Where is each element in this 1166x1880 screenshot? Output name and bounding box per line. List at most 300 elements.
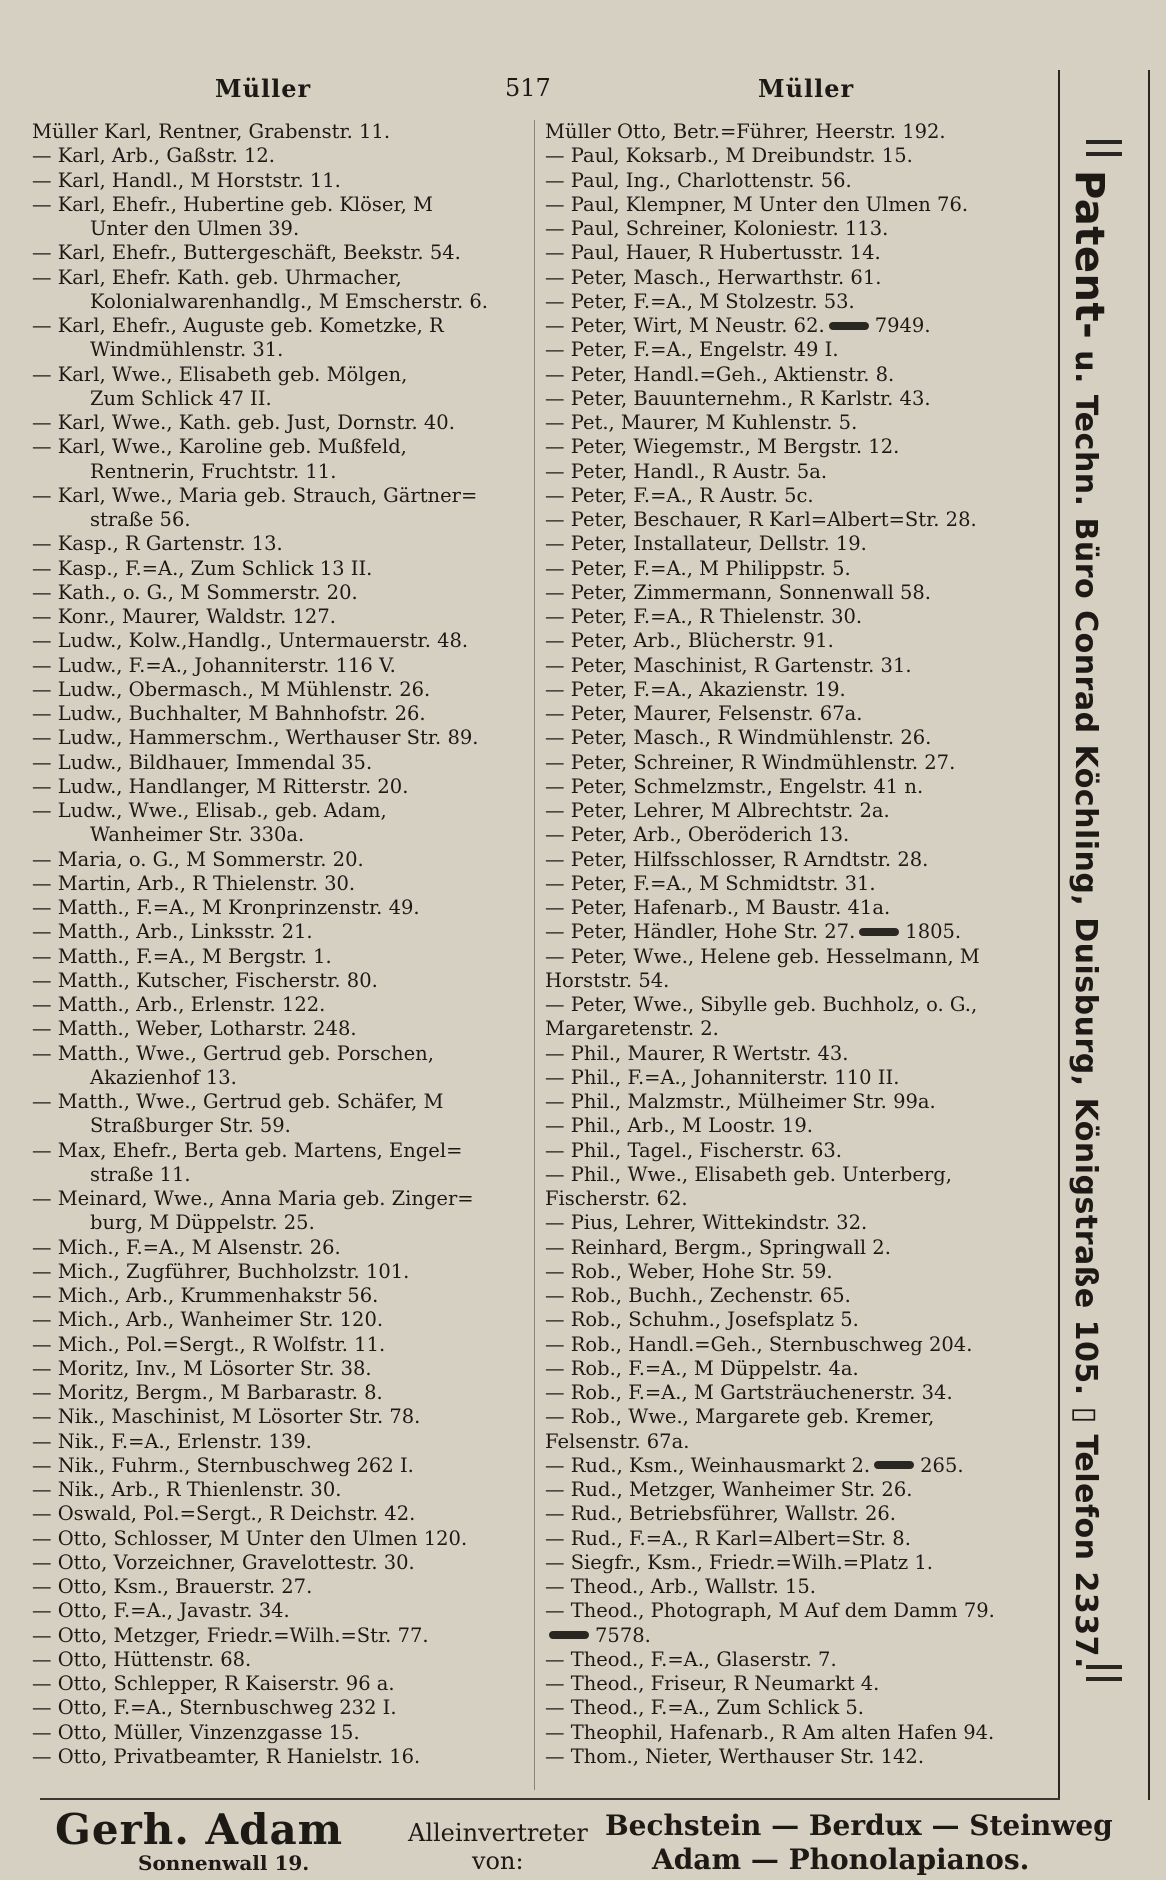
entry-text: — Peter, F.=A., R Thielenstr. 30. [545, 605, 863, 628]
footer-rule [40, 1798, 1060, 1800]
directory-entry [32, 484, 532, 508]
entry-text: — Peter, Maschinist, R Gartenstr. 31. [545, 653, 912, 677]
entry-text: — Ludw., Hammerschm., Werthauser Str. 89. [32, 726, 479, 750]
entry-text: — Matth., Wwe., Gertrud geb. Schäfer, M [32, 1090, 444, 1113]
column-divider [534, 120, 535, 1790]
directory-entry [32, 1187, 532, 1211]
entry-text: — Peter, F.=A., M Stolzestr. 53. [545, 289, 855, 313]
directory-entry [545, 678, 1055, 702]
entry-text: — Mich., Pol.=Sergt., R Wolfstr. 11. [32, 1332, 386, 1356]
entry-continuation [32, 290, 532, 314]
entry-text: — Ludw., Bildhauer, Immendal 35. [32, 750, 373, 774]
entry-text: — Rob., Buchh., Zechenstr. 65. [545, 1284, 851, 1307]
entry-text: — Otto, Hüttenstr. 68. [32, 1647, 252, 1671]
entry-text: — Kath., o. G., M Sommerstr. 20. [32, 580, 358, 604]
entry-text: — Peter, F.=A., Engelstr. 49 I. [545, 338, 839, 362]
entry-text: — Nik., Arb., R Thienlenstr. 30. [32, 1478, 342, 1501]
directory-entry [545, 751, 1055, 775]
entry-continuation [32, 823, 532, 847]
directory-entry [32, 920, 532, 944]
entry-text: — Peter, Handl., R Austr. 5a. [545, 459, 828, 483]
entry-text: — Pet., Maurer, M Kuhlenstr. 5. [545, 411, 858, 434]
entry-text: — Otto, F.=A., Javastr. 34. [32, 1599, 290, 1623]
directory-entry [32, 848, 532, 872]
directory-entry [32, 1575, 532, 1599]
entry-text: — Peter, Masch., Herwarthstr. 61. [545, 265, 882, 289]
directory-entry [32, 169, 532, 193]
footer-advertisement [0, 1805, 1166, 1875]
entry-text: — Peter, Bauunternehm., R Karlstr. 43. [545, 386, 931, 410]
directory-entry [545, 605, 1055, 629]
entry-text: — Peter, Wwe., Sibylle geb. Buchholz, o. G., [545, 993, 978, 1016]
entry-text: burg, M Düppelstr. 25. [90, 1211, 315, 1235]
directory-entry [32, 702, 532, 726]
entry-text: — Phil., Arb., M Loostr. 19. [545, 1114, 813, 1138]
directory-entry [545, 920, 1055, 944]
footer-brands-line2: Adam — Phonolapianos. [652, 1843, 1030, 1876]
entry-text: — Matth., Kutscher, Fischerstr. 80. [32, 968, 378, 992]
directory-entry [545, 484, 1055, 508]
directory-entry [32, 1260, 532, 1284]
directory-entry [32, 678, 532, 702]
directory-entry [545, 1236, 1055, 1260]
entry-text: — Otto, Schlosser, M Unter den Ulmen 120. [32, 1526, 468, 1550]
directory-entry [545, 1745, 1055, 1769]
entry-text: — Theod., F.=A., Zum Schlick 5. [545, 1696, 864, 1720]
directory-entry [32, 1478, 532, 1502]
entry-text: — Reinhard, Bergm., Springwall 2. [545, 1235, 891, 1259]
directory-entry [32, 629, 532, 653]
page-header [0, 74, 1040, 110]
entry-text: — Paul, Koksarb., M Dreibundstr. 15. [545, 144, 913, 168]
entry-text: Kolonialwarenhandlg., M Emscherstr. 6. [90, 289, 488, 313]
directory-entry [32, 1381, 532, 1405]
entry-continuation [545, 1017, 1055, 1041]
directory-entry [32, 605, 532, 629]
directory-entry [32, 120, 532, 144]
directory-entry [32, 1333, 532, 1357]
directory-entry [545, 193, 1055, 217]
directory-entry [32, 1308, 532, 1332]
entry-text: Unter den Ulmen 39. [90, 217, 300, 240]
entry-text: Wanheimer Str. 330a. [90, 823, 305, 847]
entry-text: — Nik., Maschinist, M Lösorter Str. 78. [32, 1405, 421, 1429]
directory-entry [545, 654, 1055, 678]
directory-entry [545, 1090, 1055, 1114]
directory-entry [32, 993, 532, 1017]
directory-entry [545, 1284, 1055, 1308]
entry-text: — Matth., Arb., Erlenstr. 122. [32, 993, 326, 1016]
entry-text: — Karl, Arb., Gaßstr. 12. [32, 144, 275, 168]
entry-continuation [32, 460, 532, 484]
directory-entry [32, 1551, 532, 1575]
directory-entry [32, 435, 532, 459]
directory-entry [32, 1599, 532, 1623]
telephone-key-icon [829, 322, 869, 330]
entry-continuation [545, 969, 1055, 993]
telephone-number: 265. [920, 1453, 964, 1477]
entry-text: — Karl, Wwe., Kath. geb. Just, Dornstr. 40. [32, 411, 455, 434]
entry-text: — Theod., F.=A., Glaserstr. 7. [545, 1647, 837, 1671]
entry-text: — Peter, Lehrer, M Albrechtstr. 2a. [545, 799, 890, 822]
entry-text: — Rob., F.=A., M Düppelstr. 4a. [545, 1356, 859, 1380]
entry-text: — Theod., Arb., Wallstr. 15. [545, 1575, 816, 1598]
entry-text: — Kasp., F.=A., Zum Schlick 13 II. [32, 556, 373, 580]
directory-entry [32, 1042, 532, 1066]
entry-text: — Ludw., Obermasch., M Mühlenstr. 26. [32, 677, 431, 701]
directory-entry [545, 1333, 1055, 1357]
entry-text: — Karl, Ehefr., Auguste geb. Kometzke, R [32, 314, 444, 337]
entry-text: — Rud., Ksm., Weinhausmarkt 2. [545, 1453, 871, 1477]
entry-text: — Rud., Betriebsführer, Wallstr. 26. [545, 1502, 896, 1526]
entry-text: — Otto, Schlepper, R Kaiserstr. 96 a. [32, 1672, 395, 1695]
entry-text: — Phil., Wwe., Elisabeth geb. Unterberg, [545, 1162, 952, 1186]
entry-text: — Otto, Vorzeichner, Gravelottestr. 30. [32, 1550, 415, 1574]
entry-text: Fischerstr. 62. [545, 1187, 688, 1210]
directory-entry [32, 1236, 532, 1260]
left-column [32, 120, 532, 1792]
side-rule-right [1148, 70, 1150, 1800]
header-right-name: Müller [758, 74, 855, 103]
page-number: 517 [505, 74, 551, 102]
entry-text: — Oswald, Pol.=Sergt., R Deichstr. 42. [32, 1502, 416, 1526]
directory-entry [32, 1405, 532, 1429]
entry-text: — Pius, Lehrer, Wittekindstr. 32. [545, 1211, 868, 1235]
directory-entry [545, 1405, 1055, 1429]
entry-text: — Theod., Photograph, M Auf dem Damm 79. [545, 1599, 995, 1623]
entry-text: — Peter, Masch., R Windmühlenstr. 26. [545, 726, 932, 750]
entry-continuation [32, 1163, 532, 1187]
directory-entry [545, 387, 1055, 411]
directory-entry [545, 1672, 1055, 1696]
right-column [545, 120, 1055, 1792]
telephone-key-icon [874, 1461, 914, 1469]
entry-text: — Matth., F.=A., M Kronprinzenstr. 49. [32, 896, 420, 919]
directory-entry [545, 241, 1055, 265]
directory-entry [545, 1478, 1055, 1502]
entry-text: — Ludw., F.=A., Johanniterstr. 116 V. [32, 653, 396, 677]
header-left-name: Müller [215, 74, 312, 103]
entry-continuation [32, 1114, 532, 1138]
directory-entry [545, 993, 1055, 1017]
directory-entry [32, 751, 532, 775]
directory-entry [32, 1454, 532, 1478]
entry-text: — Peter, Schmelzmstr., Engelstr. 41 n. [545, 774, 924, 798]
entry-text: — Peter, Wiegemstr., M Bergstr. 12. [545, 435, 900, 459]
entry-continuation [32, 338, 532, 362]
entry-text: — Matth., F.=A., M Bergstr. 1. [32, 944, 332, 968]
entry-text: Akazienhof 13. [90, 1065, 237, 1089]
side-mark-bottom-2 [1086, 1677, 1122, 1681]
directory-entry [545, 1114, 1055, 1138]
entry-text: — Moritz, Inv., M Lösorter Str. 38. [32, 1356, 372, 1380]
directory-entry [32, 1624, 532, 1648]
directory-entry [32, 532, 532, 556]
directory-entry [545, 290, 1055, 314]
entry-text: — Peter, Schreiner, R Windmühlenstr. 27. [545, 750, 956, 774]
entry-text: — Matth., Arb., Linksstr. 21. [32, 920, 313, 944]
entry-text: — Kasp., R Gartenstr. 13. [32, 532, 283, 556]
directory-entry [545, 848, 1055, 872]
side-ad-patent: Patent- [1066, 170, 1112, 340]
entry-text: — Peter, Installateur, Dellstr. 19. [545, 532, 867, 556]
entry-text: — Peter, Handl.=Geh., Aktienstr. 8. [545, 362, 895, 386]
directory-entry [545, 435, 1055, 459]
entry-text: — Peter, Arb., Oberöderich 13. [545, 823, 850, 847]
directory-entry [545, 169, 1055, 193]
directory-entry [32, 896, 532, 920]
side-mark-top-1 [1086, 140, 1122, 144]
directory-entry [32, 241, 532, 265]
directory-entry [545, 726, 1055, 750]
directory-entry [545, 1599, 1055, 1623]
directory-entry [32, 1721, 532, 1745]
telephone-number: 1805. [905, 920, 962, 944]
entry-text: — Konr., Maurer, Waldstr. 127. [32, 605, 336, 628]
entry-text: straße 56. [90, 508, 191, 531]
entry-continuation [545, 1430, 1055, 1454]
entry-text: — Karl, Ehefr. Kath. geb. Uhrmacher, [32, 265, 402, 289]
entry-text: — Rob., Schuhm., Josefsplatz 5. [545, 1308, 859, 1332]
directory-entry [545, 338, 1055, 362]
entry-text: — Otto, F.=A., Sternbuschweg 232 I. [32, 1696, 397, 1720]
entry-continuation [32, 217, 532, 241]
directory-entry [32, 144, 532, 168]
entry-text: — Otto, Ksm., Brauerstr. 27. [32, 1575, 313, 1598]
entry-text: — Otto, Müller, Vinzenzgasse 15. [32, 1720, 360, 1744]
entry-text: Windmühlenstr. 31. [90, 338, 284, 362]
entry-text: — Karl, Handl., M Horststr. 11. [32, 168, 341, 192]
directory-entry [32, 799, 532, 823]
directory-entry [545, 1308, 1055, 1332]
entry-text: — Phil., Maurer, R Wertstr. 43. [545, 1041, 849, 1065]
directory-entry [545, 1454, 1055, 1478]
entry-text: — Matth., Weber, Lotharstr. 248. [32, 1017, 357, 1041]
telephone-key-icon [859, 928, 899, 936]
directory-entry [545, 557, 1055, 581]
entry-text: — Rud., Metzger, Wanheimer Str. 26. [545, 1478, 913, 1501]
directory-entry [32, 266, 532, 290]
entry-text: Müller Otto, Betr.=Führer, Heerstr. 192. [545, 120, 946, 143]
directory-entry [32, 193, 532, 217]
directory-entry [545, 1139, 1055, 1163]
directory-entry [545, 775, 1055, 799]
entry-text: — Mich., Arb., Krummenhakstr 56. [32, 1284, 379, 1307]
entry-text: — Paul, Schreiner, Koloniestr. 113. [545, 217, 889, 240]
side-ad-office: u. Techn. Büro Conrad Köchling, Duisburg, Königstraße 105. [1068, 339, 1103, 1396]
directory-entry [32, 726, 532, 750]
directory-entry [545, 1551, 1055, 1575]
footer-brands-line1: Bechstein — Berdux — Steinweg [605, 1809, 1113, 1842]
directory-entry [545, 1696, 1055, 1720]
directory-entry [545, 411, 1055, 435]
entry-continuation [32, 1066, 532, 1090]
directory-entry [545, 144, 1055, 168]
directory-entry [545, 896, 1055, 920]
entry-text: — Otto, Metzger, Friedr.=Wilh.=Str. 77. [32, 1623, 429, 1647]
directory-entry [32, 945, 532, 969]
directory-entry [32, 314, 532, 338]
entry-text: — Rob., Handl.=Geh., Sternbuschweg 204. [545, 1332, 973, 1356]
directory-entry [32, 557, 532, 581]
directory-entry [32, 654, 532, 678]
entry-text: Zum Schlick 47 II. [90, 386, 272, 410]
telephone-number: 7949. [874, 314, 931, 337]
directory-entry [545, 1211, 1055, 1235]
directory-entry [32, 1139, 532, 1163]
entry-text: — Peter, F.=A., Akazienstr. 19. [545, 677, 846, 701]
entry-text: — Theod., Friseur, R Neumarkt 4. [545, 1672, 880, 1695]
entry-text: — Meinard, Wwe., Anna Maria geb. Zinger= [32, 1187, 474, 1210]
entry-text: Horststr. 54. [545, 968, 670, 992]
entry-text: — Phil., F.=A., Johanniterstr. 110 II. [545, 1065, 900, 1089]
directory-entry [545, 872, 1055, 896]
entry-text: — Ludw., Wwe., Elisab., geb. Adam, [32, 799, 387, 822]
entry-text: — Max, Ehefr., Berta geb. Martens, Engel= [32, 1138, 463, 1162]
entry-text: Müller Karl, Rentner, Grabenstr. 11. [32, 120, 391, 143]
directory-entry [32, 1696, 532, 1720]
directory-entry [32, 581, 532, 605]
directory-entry [545, 532, 1055, 556]
entry-text: — Mich., Arb., Wanheimer Str. 120. [32, 1308, 384, 1332]
directory-entry [545, 1721, 1055, 1745]
directory-entry [545, 508, 1055, 532]
directory-entry [545, 217, 1055, 241]
directory-entry [32, 1284, 532, 1308]
directory-entry [32, 1648, 532, 1672]
entry-text: Straßburger Str. 59. [90, 1114, 291, 1138]
entry-text: — Paul, Klempner, M Unter den Ulmen 76. [545, 192, 969, 216]
directory-entry [545, 1381, 1055, 1405]
directory-entry [32, 1357, 532, 1381]
entry-text: — Karl, Wwe., Karoline geb. Mußfeld, [32, 435, 407, 459]
entry-continuation [32, 387, 532, 411]
directory-entry [32, 1502, 532, 1526]
entry-text: — Rob., F.=A., M Gartsträuchenerstr. 34. [545, 1381, 953, 1404]
entry-text: — Peter, F.=A., M Philippstr. 5. [545, 556, 851, 580]
directory-entry [32, 775, 532, 799]
entry-text: — Rob., Wwe., Margarete geb. Kremer, [545, 1405, 935, 1429]
side-ad-telefon: Telefon 2337. [1068, 1434, 1103, 1669]
entry-text: — Rob., Weber, Hohe Str. 59. [545, 1259, 833, 1283]
entry-text: Rentnerin, Fruchtstr. 11. [90, 459, 337, 483]
directory-entry [32, 1527, 532, 1551]
entry-text: — Peter, Wwe., Helene geb. Hesselmann, M [545, 944, 980, 968]
entry-text: — Karl, Ehefr., Hubertine geb. Klöser, M [32, 192, 433, 216]
directory-entry [545, 314, 1055, 338]
entry-text: — Theophil, Hafenarb., R Am alten Hafen 94. [545, 1720, 995, 1744]
telephone-number: 7578. [595, 1623, 651, 1647]
entry-text: — Peter, F.=A., M Schmidtstr. 31. [545, 871, 876, 895]
entry-text: — Siegfr., Ksm., Friedr.=Wilh.=Platz 1. [545, 1550, 933, 1574]
entry-text: — Peter, Arb., Blücherstr. 91. [545, 629, 834, 653]
entry-text: Felsenstr. 67a. [545, 1429, 690, 1453]
footer-company-name: Gerh. Adam [55, 1805, 344, 1854]
entry-text: — Otto, Privatbeamter, R Hanielstr. 16. [32, 1744, 421, 1768]
entry-text: — Mich., Zugführer, Buchholzstr. 101. [32, 1259, 410, 1283]
directory-entry [545, 1042, 1055, 1066]
entry-text: Margaretenstr. 2. [545, 1017, 719, 1041]
entry-text: — Ludw., Handlanger, M Ritterstr. 20. [32, 774, 409, 798]
directory-entry [545, 1066, 1055, 1090]
directory-entry [545, 1575, 1055, 1599]
directory-entry [545, 1502, 1055, 1526]
entry-text: — Nik., Fuhrm., Sternbuschweg 262 I. [32, 1453, 414, 1477]
directory-entry [32, 1090, 532, 1114]
directory-entry [32, 969, 532, 993]
directory-entry [545, 1163, 1055, 1187]
directory-entry [32, 1672, 532, 1696]
entry-text: — Nik., F.=A., Erlenstr. 139. [32, 1429, 312, 1453]
directory-entry [32, 872, 532, 896]
entry-text: straße 11. [90, 1162, 191, 1186]
entry-text: — Peter, Hilfsschlosser, R Arndtstr. 28. [545, 847, 929, 871]
entry-text: — Ludw., Kolw.,Handlg., Untermauerstr. 48. [32, 629, 469, 653]
entry-text: — Paul, Ing., Charlottenstr. 56. [545, 168, 852, 192]
side-advertisement [1066, 170, 1112, 1669]
directory-entry [545, 266, 1055, 290]
directory-entry [545, 1527, 1055, 1551]
entry-text: — Maria, o. G., M Sommerstr. 20. [32, 847, 364, 871]
entry-text: — Phil., Tagel., Fischerstr. 63. [545, 1138, 842, 1162]
directory-entry [545, 460, 1055, 484]
directory-entry [545, 1648, 1055, 1672]
entry-text: — Peter, Hafenarb., M Baustr. 41a. [545, 896, 891, 919]
directory-entry [545, 799, 1055, 823]
entry-text: — Thom., Nieter, Werthauser Str. 142. [545, 1744, 925, 1768]
directory-entry [545, 1357, 1055, 1381]
entry-text: — Martin, Arb., R Thielenstr. 30. [32, 871, 356, 895]
entry-text: — Ludw., Buchhalter, M Bahnhofstr. 26. [32, 702, 426, 725]
entry-text: — Peter, Händler, Hohe Str. 27. [545, 920, 856, 944]
footer-agent-von: von: [472, 1847, 524, 1875]
directory-entry [545, 581, 1055, 605]
entry-text: — Peter, Maurer, Felsenstr. 67a. [545, 702, 863, 725]
entry-text: — Mich., F.=A., M Alsenstr. 26. [32, 1235, 341, 1259]
directory-entry [32, 1745, 532, 1769]
entry-text: — Peter, F.=A., R Austr. 5c. [545, 483, 814, 507]
directory-entry [545, 823, 1055, 847]
entry-text: — Moritz, Bergm., M Barbarastr. 8. [32, 1381, 383, 1404]
entry-text: — Peter, Beschauer, R Karl=Albert=Str. 28. [545, 508, 977, 531]
directory-entry [32, 363, 532, 387]
entry-text: — Peter, Zimmermann, Sonnenwall 58. [545, 580, 932, 604]
directory-entry [545, 629, 1055, 653]
directory-entry [545, 120, 1055, 144]
directory-entry [32, 411, 532, 435]
side-rule-left [1058, 70, 1060, 1800]
directory-entry [32, 1430, 532, 1454]
entry-continuation [32, 508, 532, 532]
directory-entry [545, 363, 1055, 387]
side-ad-separator: ▯ [1068, 1395, 1103, 1435]
entry-text: — Karl, Wwe., Maria geb. Strauch, Gärtner= [32, 483, 478, 507]
entry-text: — Karl, Ehefr., Buttergeschäft, Beekstr. 54. [32, 241, 461, 265]
entry-text: — Rud., F.=A., R Karl=Albert=Str. 8. [545, 1526, 911, 1550]
directory-entry [545, 945, 1055, 969]
entry-continuation [545, 1187, 1055, 1211]
directory-entry [32, 1017, 532, 1041]
footer-address: Sonnenwall 19. [138, 1851, 310, 1875]
entry-text: — Phil., Malzmstr., Mülheimer Str. 99a. [545, 1090, 936, 1113]
side-mark-top-2 [1086, 152, 1122, 156]
entry-continuation [545, 1624, 1055, 1648]
entry-text: — Matth., Wwe., Gertrud geb. Porschen, [32, 1041, 434, 1065]
entry-text: — Karl, Wwe., Elisabeth geb. Mölgen, [32, 362, 408, 386]
entry-continuation [32, 1211, 532, 1235]
entry-text: — Paul, Hauer, R Hubertusstr. 14. [545, 241, 881, 265]
footer-agent-label: Alleinvertreter [408, 1819, 588, 1847]
